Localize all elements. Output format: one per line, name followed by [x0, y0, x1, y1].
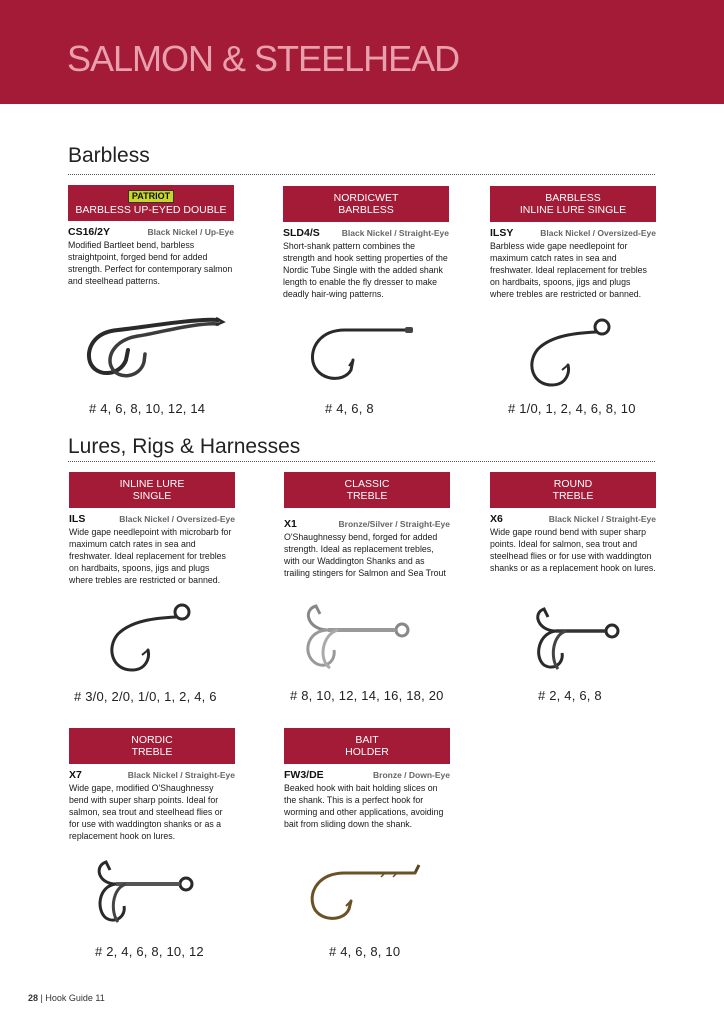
- double-hook-icon: [78, 310, 228, 385]
- product-finish: Black Nickel / Straight-Eye: [548, 514, 656, 524]
- page-number: 28: [28, 993, 39, 1003]
- product-description: Beaked hook with bait holding slices on the shank. This is a perfect hook for worming and other applications, avoiding bait from sliding down the shank.: [284, 783, 444, 829]
- product-description: Modified Bartleet bend, barbless straightpoint, forged bend for added strength. Perfect for contemporary salmon and steelhead patterns.: [68, 240, 233, 286]
- product-label-line: TREBLE: [346, 490, 388, 502]
- section-title-barbless: Barbless: [68, 144, 150, 167]
- treble-hook-icon: [92, 858, 202, 928]
- product-finish: Bronze / Down-Eye: [373, 770, 450, 780]
- single-hook-icon: [305, 318, 425, 388]
- product-description: Barbless wide gape needlepoint for maximum catch rates in sea and freshwater. Ideal replacement for trebles on hardbaits, spoons, jigs and plugs where trebles are restricted or banned.: [490, 241, 647, 299]
- product-label-line: HOLDER: [345, 746, 389, 758]
- product-finish: Black Nickel / Oversized-Eye: [119, 514, 235, 524]
- size-list: # 1/0, 1, 2, 4, 6, 8, 10: [508, 401, 636, 416]
- treble-hook-icon: [298, 600, 418, 680]
- product-label: [283, 186, 449, 222]
- product-label: [68, 185, 234, 221]
- bait-hook-icon: [305, 855, 430, 925]
- product-label: [69, 472, 235, 508]
- product-code: CS16/2Y: [68, 226, 111, 238]
- guide-title: Hook Guide 11: [45, 993, 105, 1003]
- section-divider: [68, 174, 655, 175]
- product-label-line: TREBLE: [552, 490, 594, 502]
- size-list: # 4, 6, 8, 10, 12, 14: [89, 401, 206, 416]
- product-finish: Bronze/Silver / Straight-Eye: [338, 519, 450, 529]
- product-card: [283, 186, 449, 300]
- product-finish: Black Nickel / Oversized-Eye: [540, 228, 656, 238]
- product-card: [69, 728, 235, 842]
- product-description: Wide gape, modified O'Shaughnessy bend with super sharp points. Ideal for salmon, sea trout and steelhead flies or for use with waddington shanks or as a replacement hook on lures.: [69, 783, 223, 841]
- product-label-line: NORDIC: [131, 734, 173, 746]
- size-list: # 4, 6, 8, 10: [329, 944, 401, 959]
- page-title: SALMON & STEELHEAD: [67, 38, 460, 79]
- product-label-line: NORDICWET: [333, 192, 399, 204]
- size-list: # 8, 10, 12, 14, 16, 18, 20: [290, 688, 444, 703]
- product-label-line: SINGLE: [132, 490, 172, 502]
- product-label-line: TREBLE: [131, 746, 173, 758]
- product-label-line: CLASSIC: [344, 478, 390, 490]
- product-description: Short-shank pattern combines the strength and hook setting properties of the Nordic Tube Single with the added shank length to enable the fly dresser to make deadly hair-wing patterns.: [283, 241, 448, 299]
- product-code: FW3/DE: [284, 769, 324, 781]
- product-card: [284, 472, 450, 579]
- product-code: X7: [69, 769, 82, 781]
- product-finish: Black Nickel / Straight-Eye: [341, 228, 449, 238]
- size-list: # 2, 4, 6, 8: [538, 688, 602, 703]
- product-label: [490, 472, 656, 508]
- product-card: [68, 185, 234, 287]
- product-label-line: ROUND: [553, 478, 593, 490]
- product-label-line: BARBLESS: [545, 192, 601, 204]
- product-card: [490, 186, 656, 300]
- inline-hook-icon: [102, 600, 202, 680]
- product-card: [490, 472, 656, 574]
- product-label-line: BARBLESS UP-EYED DOUBLE: [75, 204, 227, 216]
- size-list: # 4, 6, 8: [325, 401, 374, 416]
- product-card: [69, 472, 235, 586]
- product-label-line: INLINE LURE SINGLE: [519, 204, 627, 216]
- product-label: [490, 186, 656, 222]
- section-divider: [68, 461, 655, 462]
- product-code: X6: [490, 513, 503, 525]
- size-list: # 2, 4, 6, 8, 10, 12: [95, 944, 204, 959]
- size-list: # 3/0, 2/0, 1/0, 1, 2, 4, 6: [74, 689, 217, 704]
- product-label-line: INLINE LURE: [119, 478, 185, 490]
- product-label-line: BARBLESS: [338, 204, 394, 216]
- product-label: [69, 728, 235, 764]
- product-description: Wide gape needlepoint with microbarb for maximum catch rates in sea and freshwater. Ideal replacement for trebles on hardbaits, spoons, jigs and plugs where trebles are restricted or banned.: [69, 527, 232, 585]
- product-code: X1: [284, 518, 297, 530]
- product-label: [284, 728, 450, 764]
- product-card: [284, 728, 450, 830]
- product-code: ILS: [69, 513, 86, 525]
- patriot-badge: PATRIOT: [128, 190, 174, 203]
- product-finish: Black Nickel / Up-Eye: [147, 227, 234, 237]
- product-code: SLD4/S: [283, 227, 320, 239]
- product-description: O'Shaughnessy bend, forged for added strength. Ideal as replacement trebles, with our Waddington Shanks and as trailing stingers for Salmon and Sea Trout: [284, 532, 446, 578]
- product-code: ILSY: [490, 227, 514, 239]
- page-footer: 28 | Hook Guide 11: [28, 993, 105, 1003]
- product-label: [284, 472, 450, 508]
- product-label-line: BAIT: [355, 734, 379, 746]
- section-title-lures: Lures, Rigs & Harnesses: [68, 435, 301, 458]
- product-description: Wide gape round bend with super sharp points. Ideal for salmon, sea trout and steelhead flies or for use with waddington shanks or as a replacement hook on lures.: [490, 527, 656, 573]
- page-header: [0, 0, 724, 104]
- inline-hook-icon: [522, 315, 622, 395]
- treble-hook-icon: [528, 603, 628, 675]
- product-finish: Black Nickel / Straight-Eye: [127, 770, 235, 780]
